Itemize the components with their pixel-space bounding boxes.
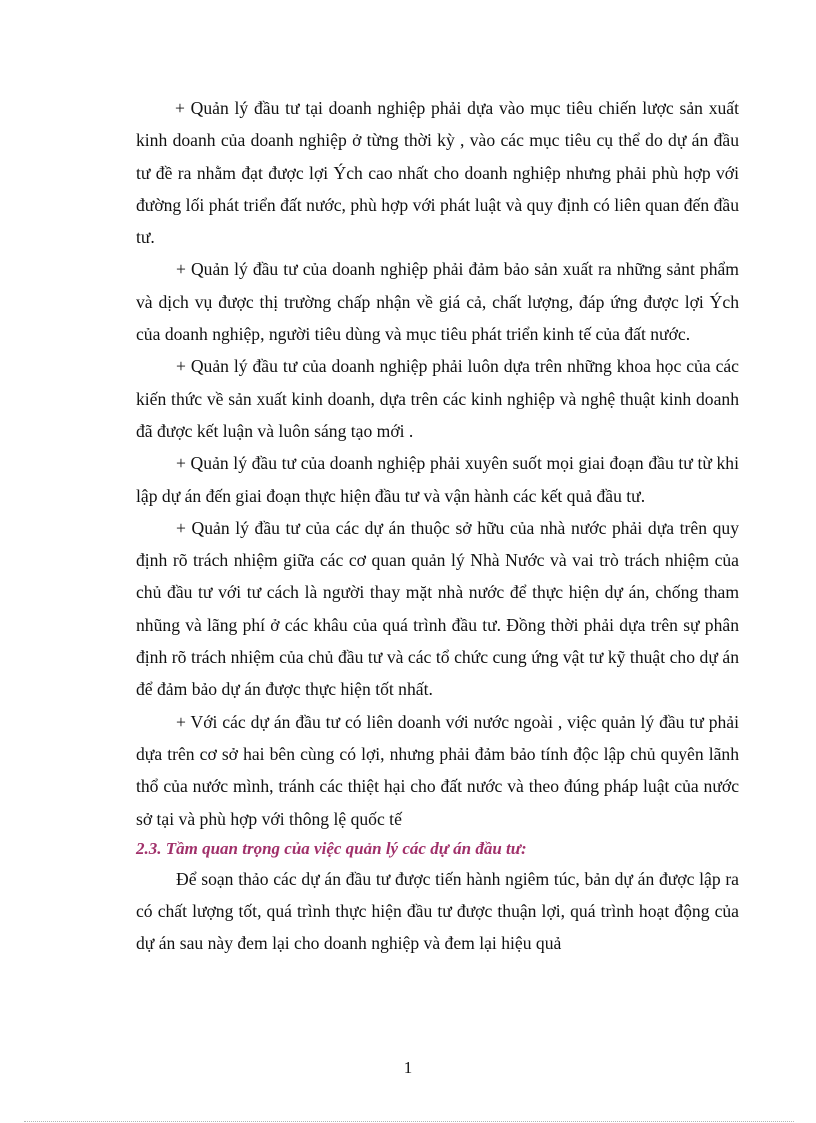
paragraph-state-projects: + Quản lý đầu tư của các dự án thuộc sở hữu của nhà nước phải dựa trên quy định rõ trách nhiệm giữa các cơ quan quản lý Nhà Nước và vai trò trách nhiệm của chủ đầu tư với tư cách là người thay mặt nhà nước để thực hiện dự án, chống tham nhũng và lãng phí ở các khâu của quá trình đầu tư. Đồng thời phải dựa trên sự phân định rõ trách nhiệm của chủ đầu tư và các tổ chức cung ứng vật tư kỹ thuật cho dự án để đảm bảo dự án được thực hiện tốt nhất. bbox=[136, 517, 739, 700]
footer-divider bbox=[24, 1121, 794, 1122]
page-number: 1 bbox=[403, 1058, 413, 1077]
paragraph-market-products: + Quản lý đầu tư của doanh nghiệp phải đảm bảo sản xuất ra những sảnt phẩm và dịch vụ được thị trường chấp nhận về giá cả, chất lượng, đáp ứng được lợi Ých của doanh nghiệp, người tiêu dùng và mục tiêu phát triển kinh tế của đất nước. bbox=[136, 259, 739, 345]
paragraph-business-knowledge: + Quản lý đầu tư của doanh nghiệp phải luôn dựa trên những khoa học của các kiến thức về sản xuất kinh doanh, dựa trên các kinh nghiệp và nghệ thuật kinh doanh đã được kết luận và luôn sáng tạo mới . bbox=[136, 356, 739, 441]
page-body bbox=[136, 92, 739, 960]
paragraph-section-intro: Để soạn thảo các dự án đầu tư được tiến hành ngiêm túc, bản dự án được lập ra có chất lượng tốt, quá trình thực hiện đầu tư được thuận lợi, quá trình hoạt động của dự án sau này đem lại cho doanh nghiệp và đem lại hiệu quả bbox=[136, 868, 739, 954]
paragraph-investment-phases: + Quản lý đầu tư của doanh nghiệp phải xuyên suốt mọi giai đoạn đầu tư từ khi lập dự án đến giai đoạn thực hiện đầu tư và vận hành các kết quả đầu tư. bbox=[136, 453, 739, 506]
paragraph-investment-strategy: + Quản lý đầu tư tại doanh nghiệp phải dựa vào mục tiêu chiến lược sản xuất kinh doanh của doanh nghiệp ở từng thời kỳ , vào các mục tiêu cụ thể do dự án đầu tư đề ra nhằm đạt được lợi Ých cao nhất cho doanh nghiệp nhưng phải phù hợp với đường lối phát triển đất nước, phù hợp với phát luật và quy định có liên quan đến đầu tư. bbox=[136, 98, 739, 248]
paragraph-joint-ventures: + Với các dự án đầu tư có liên doanh với nước ngoài , việc quản lý đầu tư phải dựa trên cơ sở hai bên cùng có lợi, nhưng phải đảm bảo tính độc lập chủ quyên lãnh thổ của nước mình, tránh các thiệt hại cho đất nước và theo đúng pháp luật của nước sở tại và phù hợp với thông lệ quốc tế bbox=[136, 711, 739, 829]
section-heading: 2.3. Tầm quan trọng của việc quản lý các dự án đầu tư: bbox=[136, 838, 527, 858]
